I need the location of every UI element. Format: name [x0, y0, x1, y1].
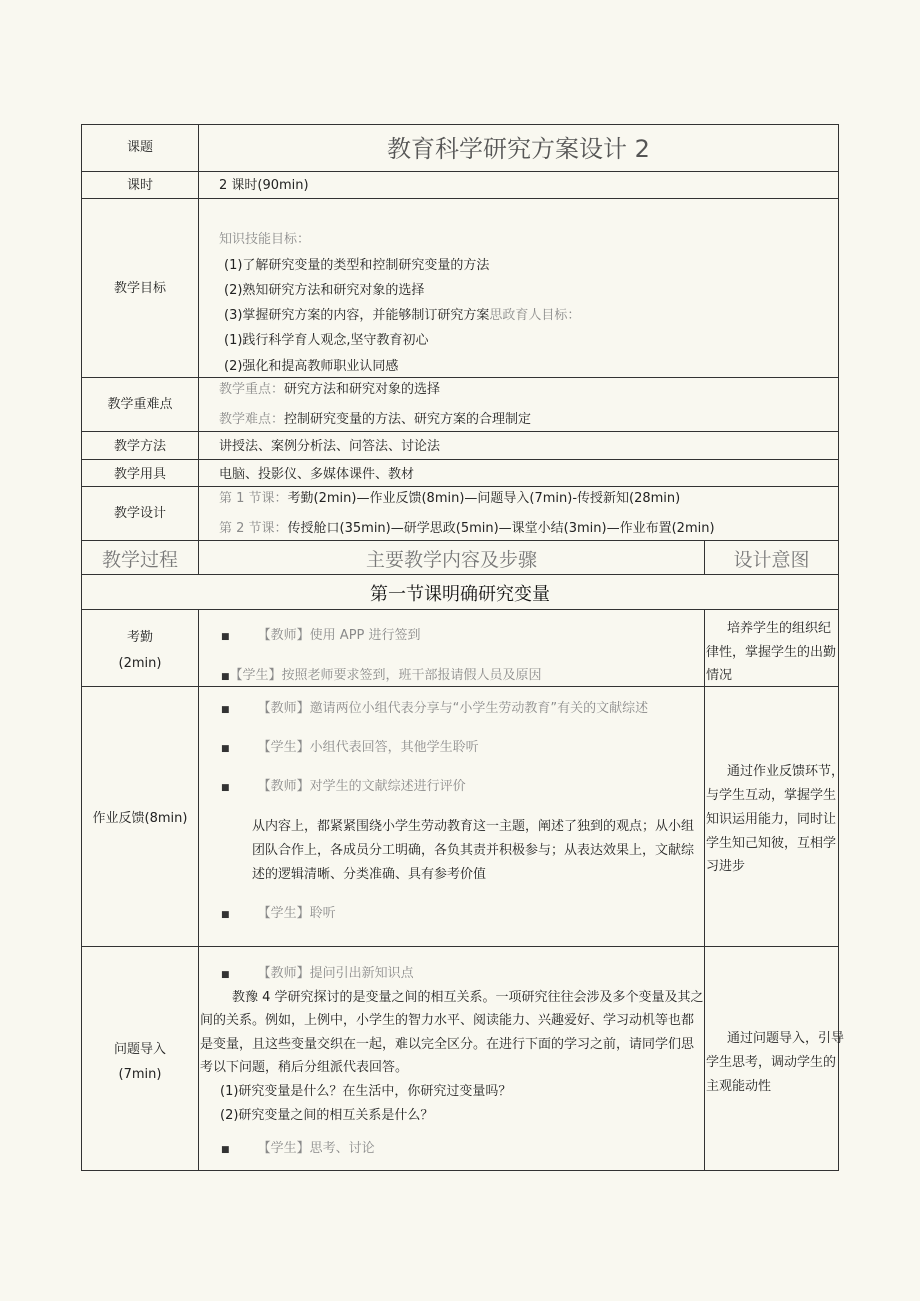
row-divider [81, 198, 839, 199]
row-divider [81, 431, 839, 432]
tools-label: 教学用具 [113, 467, 166, 482]
col-divider-label [198, 124, 199, 574]
feedback-item [221, 701, 648, 718]
feedback-item [221, 906, 336, 923]
header-intent: 设计意图 [733, 549, 810, 571]
col-divider-intent [704, 609, 705, 1171]
attendance-label: 考勤 [126, 630, 153, 645]
student-tag: 【学生】 [229, 668, 282, 683]
intro-label: 问题导入 [113, 1042, 166, 1057]
goals-label: 教学目标 [113, 281, 166, 296]
col-divider-label [198, 609, 199, 1171]
bullet-icon: ■ [221, 744, 230, 754]
intro-item-text: 提问引出新知识点 [309, 966, 414, 981]
feedback-intent: 与学生互动，掌握学生 [706, 788, 837, 803]
design-line-1-head: 第 1 节课： [219, 491, 288, 506]
attendance-intent: 律性，掌握学生的出勤 [706, 645, 837, 660]
row-divider [81, 486, 839, 487]
goal-line-main: (3)掌握研究方案的内容，并能够制订研究方案 [224, 308, 490, 323]
intro-paragraph-line: 间的关系。例如，上例中，小学生的智力水平、阅读能力、兴趣爱好、学习动机等也都 [200, 1013, 695, 1028]
bullet-icon: ■ [221, 1145, 230, 1155]
key-head: 教学重点： [219, 382, 285, 397]
design-line-2-head: 第 2 节课： [219, 521, 288, 536]
bullet-icon: ■ [221, 970, 230, 980]
section-title: 第一节课明确研究变量 [370, 584, 550, 605]
intro-duration: (7min) [118, 1067, 162, 1082]
header-process: 教学过程 [101, 549, 178, 571]
intro-intent: 主观能动性 [706, 1079, 772, 1094]
title-label: 课题 [126, 140, 153, 155]
student-tag: 【学生】 [257, 740, 310, 755]
intro-question: (1)研究变量是什么？在生活中，你研究过变量吗？ [220, 1084, 512, 1099]
bullet-icon: ■ [221, 672, 230, 682]
row-divider [81, 686, 839, 687]
intro-paragraph-line: 考以下问题，稍后分组派代表回答。 [200, 1060, 409, 1075]
attendance-student-text: 按照老师要求签到，班干部报请假人员及原因 [281, 668, 542, 683]
table-border-top [81, 124, 839, 125]
difficult-text: 控制研究变量的方法、研究方案的合理制定 [284, 412, 532, 427]
header-content: 主要教学内容及步骤 [365, 549, 537, 571]
attendance-teacher-text: 使用 APP 进行签到 [309, 628, 421, 643]
attendance-intent: 情况 [706, 668, 733, 683]
feedback-paragraph-line: 团队合作上，各成员分工明确，各负其责并积极参与；从表达效果上，文献综 [252, 843, 695, 858]
tools-value: 电脑、投影仪、多媒体课件、教材 [219, 467, 415, 482]
bullet-icon: ■ [221, 783, 230, 793]
design-label: 教学设计 [113, 506, 166, 521]
intro-intent: 学生思考，调动学生的 [706, 1055, 837, 1070]
feedback-paragraph-line: 从内容上，都紧紧围绕小学生劳动教育这一主题，阐述了独到的观点；从小组 [252, 819, 695, 834]
teacher-tag: 【教师】 [257, 701, 310, 716]
goal-line: (2)强化和提高教师职业认同感 [224, 359, 399, 374]
feedback-paragraph-line: 述的逻辑清晰、分类准确、具有参考价值 [252, 867, 487, 882]
course-title: 教育科学研究方案设计 2 [387, 135, 650, 163]
intro-paragraph-line: 是变量，且这些变量交织在一起，难以完全区分。在进行下面的学习之前，请同学们思 [200, 1037, 695, 1052]
intro-paragraph-line: 教豫 4 学研究探讨的是变量之间的相互关系。一项研究往往会涉及多个变量及其之 [232, 990, 704, 1005]
ideology-goal-heading: 思政育人目标： [489, 308, 581, 323]
table-border-right [838, 124, 839, 1171]
student-tag: 【学生】 [257, 1141, 310, 1156]
table-border-bottom [81, 1170, 839, 1171]
row-divider [81, 459, 839, 460]
feedback-item-text: 邀请两位小组代表分享与“小学生劳动教育”有关的文献综述 [309, 701, 649, 716]
teacher-tag: 【教师】 [257, 628, 310, 643]
row-divider [81, 946, 839, 947]
row-divider [81, 574, 839, 575]
difficult-head: 教学难点： [219, 412, 285, 427]
goal-line [224, 308, 580, 324]
difficult-point [219, 412, 531, 428]
attendance-student-item [221, 668, 542, 685]
feedback-intent: 习进步 [706, 859, 746, 874]
design-line-1-text: 考勤(2min)—作业反馈(8min)—问题导入(7min)-传授新知(28min) [287, 491, 681, 506]
teacher-tag: 【教师】 [257, 779, 310, 794]
intro-question: (2)研究变量之间的相互关系是什么？ [220, 1108, 434, 1123]
design-line-2-text: 传授舱口(35min)—研学思政(5min)—课堂小结(3min)—作业布置(2min) [287, 521, 715, 536]
intro-intent: 通过问题导入，引导 [727, 1031, 845, 1046]
attendance-duration: (2min) [118, 656, 162, 671]
feedback-item-text: 小组代表回答，其他学生聆听 [309, 740, 479, 755]
attendance-intent: 培养学生的组织纪 [727, 621, 832, 636]
feedback-label: 作业反馈(8min) [92, 811, 188, 826]
intro-item-text: 思考、讨论 [309, 1141, 375, 1156]
feedback-item [221, 740, 479, 757]
method-value: 讲授法、案例分析法、问答法、讨论法 [219, 439, 441, 454]
attendance-teacher-item [221, 628, 421, 645]
bullet-icon: ■ [221, 632, 230, 642]
hours-label: 课时 [126, 178, 153, 193]
row-divider [81, 609, 839, 610]
key-label: 教学重难点 [107, 397, 173, 412]
student-tag: 【学生】 [257, 906, 310, 921]
row-divider [81, 171, 839, 172]
method-label: 教学方法 [113, 439, 166, 454]
feedback-intent: 知识运用能力，同时让 [706, 812, 837, 827]
goal-line: (2)熟知研究方法和研究对象的选择 [224, 283, 425, 298]
feedback-intent: 通过作业反馈环节， [727, 764, 845, 779]
goals-heading: 知识技能目标： [219, 232, 311, 247]
hours-value: 2 课时(90min) [219, 178, 309, 193]
design-line-1 [219, 491, 680, 507]
teacher-tag: 【教师】 [257, 966, 310, 981]
feedback-item [221, 779, 466, 796]
key-point [219, 382, 440, 398]
bullet-icon: ■ [221, 910, 230, 920]
key-text: 研究方法和研究对象的选择 [284, 382, 441, 397]
goal-line: (1)了解研究变量的类型和控制研究变量的方法 [224, 258, 490, 273]
row-divider [81, 377, 839, 378]
bullet-icon: ■ [221, 705, 230, 715]
feedback-item-text: 聆听 [309, 906, 336, 921]
goal-line: (1)践行科学育人观念,坚守教育初心 [224, 333, 429, 348]
feedback-item-text: 对学生的文献综述进行评价 [309, 779, 466, 794]
feedback-intent: 学生知己知彼，互相学 [706, 836, 837, 851]
design-line-2 [219, 521, 715, 537]
intro-item [221, 966, 414, 983]
row-divider [81, 540, 839, 541]
intro-item [221, 1141, 375, 1158]
